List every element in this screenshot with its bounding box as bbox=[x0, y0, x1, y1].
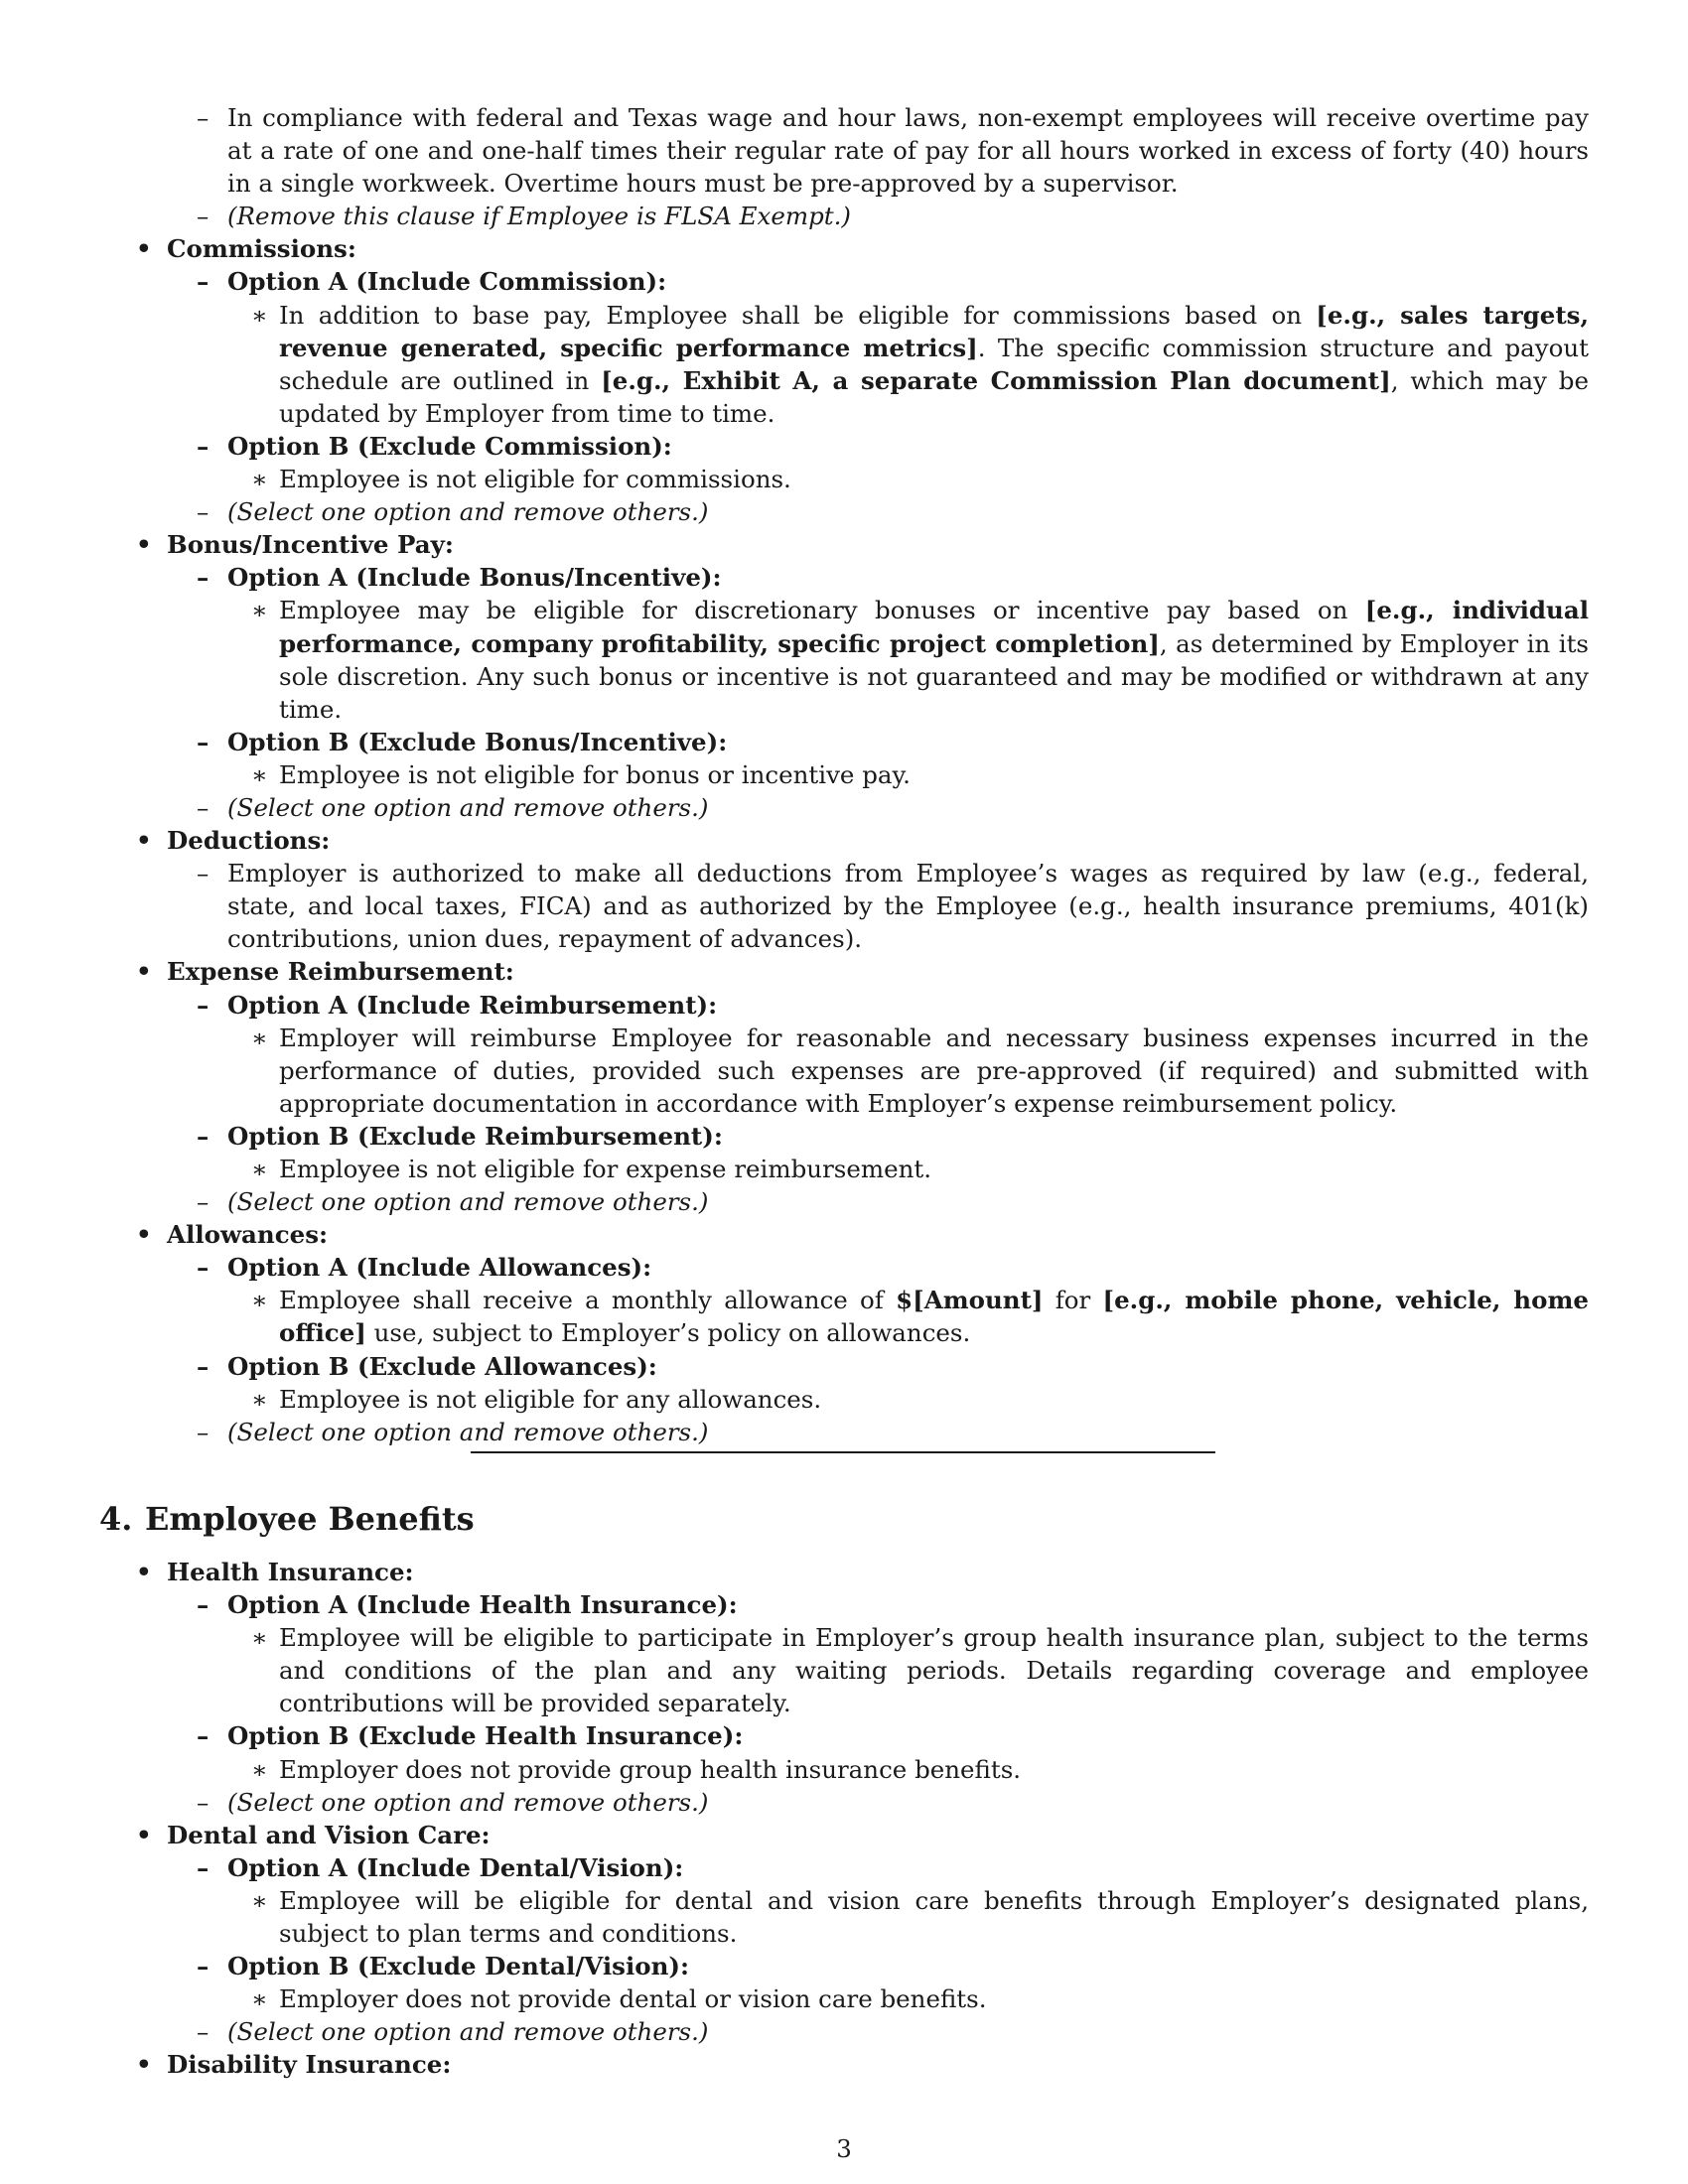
allowances-option-a bbox=[197, 1251, 1589, 1284]
dental-option-b-label: Option B (Exclude Dental/Vision): bbox=[227, 1952, 690, 1981]
bonus-option-a-body bbox=[251, 594, 1589, 725]
allowances-heading bbox=[136, 1218, 1589, 1251]
dash-marker: – bbox=[197, 1351, 210, 1381]
dash-marker: – bbox=[197, 1721, 210, 1751]
bullet-marker: • bbox=[136, 234, 152, 264]
dental-heading bbox=[136, 1819, 1589, 1851]
dash-marker: – bbox=[197, 2017, 210, 2047]
star-marker: ∗ bbox=[251, 1155, 268, 1183]
section-divider bbox=[471, 1451, 1215, 1453]
expense-heading bbox=[136, 955, 1589, 988]
allowances-a-placeholder-1: $[Amount] bbox=[896, 1286, 1044, 1315]
health-option-b bbox=[197, 1719, 1589, 1752]
allowances-note-text: (Select one option and remove others.) bbox=[227, 1417, 709, 1446]
bonus-option-b bbox=[197, 726, 1589, 758]
dash-marker: – bbox=[197, 267, 210, 297]
dash-marker: – bbox=[197, 202, 210, 231]
overtime-clause bbox=[197, 101, 1589, 200]
dash-marker: – bbox=[197, 792, 210, 822]
allowances-heading-text: Allowances: bbox=[167, 1220, 329, 1250]
overtime-text: In compliance with federal and Texas wage and hour laws, non-exempt employees will receive overtime pay at a rate of one and one-half times their regular rate of pay for all hours worked in excess of forty (40) hours in a single workweek. Overtime hours must be pre-approved by a supervisor. bbox=[227, 103, 1589, 199]
section-heading bbox=[99, 1499, 475, 1539]
dental-note bbox=[197, 2015, 1589, 2048]
dash-marker: – bbox=[197, 1952, 210, 1981]
star-marker: ∗ bbox=[251, 300, 268, 330]
expense-option-a bbox=[197, 989, 1589, 1022]
health-heading bbox=[136, 1556, 1589, 1588]
dental-option-b bbox=[197, 1950, 1589, 1982]
commissions-note bbox=[197, 495, 1589, 528]
dash-marker: – bbox=[197, 990, 210, 1020]
dental-note-text: (Select one option and remove others.) bbox=[227, 2017, 709, 2047]
commissions-option-a-body bbox=[251, 299, 1589, 430]
bonus-option-a bbox=[197, 561, 1589, 594]
health-note-text: (Select one option and remove others.) bbox=[227, 1787, 709, 1817]
star-marker: ∗ bbox=[251, 1023, 268, 1052]
bullet-marker: • bbox=[136, 1558, 152, 1586]
dash-marker: – bbox=[197, 859, 210, 888]
dash-marker: – bbox=[197, 431, 210, 461]
bullet-marker: • bbox=[136, 826, 152, 856]
dash-marker: – bbox=[197, 1417, 210, 1446]
dental-heading-text: Dental and Vision Care: bbox=[167, 1820, 491, 1849]
star-marker: ∗ bbox=[251, 1286, 268, 1315]
bullet-marker: • bbox=[136, 1820, 152, 1849]
health-heading-text: Health Insurance: bbox=[167, 1558, 414, 1586]
health-note bbox=[197, 1786, 1589, 1819]
expense-note-text: (Select one option and remove others.) bbox=[227, 1187, 709, 1217]
star-marker: ∗ bbox=[251, 1754, 268, 1784]
bonus-option-a-label: Option A (Include Bonus/Incentive): bbox=[227, 563, 722, 593]
deductions-text: Employer is authorized to make all deductions from Employee’s wages as required by law (e.g., federal, state, and local taxes, FICA) and as authorized by the Employee (e.g., health insurance premiums, 401(k) contributions, union dues, repayment of advances). bbox=[227, 859, 1589, 954]
dash-marker: – bbox=[197, 727, 210, 756]
disability-heading bbox=[136, 2048, 1589, 2081]
allowances-option-a-label: Option A (Include Allowances): bbox=[227, 1253, 652, 1283]
bullet-marker: • bbox=[136, 530, 152, 560]
expense-a-text: Employer will reimburse Employee for reasonable and necessary business expenses incurred in the performance of duties, provided such expenses are pre-approved (if required) and submitted with appropriate documentation in accordance with Employer’s expense reimbursement policy. bbox=[279, 1023, 1589, 1118]
dental-option-a-body bbox=[251, 1884, 1589, 1950]
commissions-a-text-1: In addition to base pay, Employee shall be eligible for commissions based on bbox=[279, 300, 1302, 330]
expense-option-a-body bbox=[251, 1022, 1589, 1120]
expense-heading-text: Expense Reimbursement: bbox=[167, 957, 514, 987]
star-marker: ∗ bbox=[251, 1384, 268, 1414]
dash-marker: – bbox=[197, 1253, 210, 1283]
benefits-section bbox=[0, 1556, 1688, 2082]
dash-marker: – bbox=[197, 1121, 210, 1151]
dental-b-text: Employer does not provide dental or vision care benefits. bbox=[279, 1984, 987, 2014]
commissions-option-b-label: Option B (Exclude Commission): bbox=[227, 431, 672, 461]
bonus-heading bbox=[136, 528, 1589, 561]
health-a-text: Employee will be eligible to participate in Employer’s group health insurance plan, subject to the terms and conditions of the plan and any waiting periods. Details regarding coverage and employee contributions will be provided separately. bbox=[279, 1623, 1589, 1718]
dash-marker: – bbox=[197, 103, 210, 132]
bonus-b-text: Employee is not eligible for bonus or incentive pay. bbox=[279, 759, 911, 789]
commissions-a-placeholder-1: [e.g., sales targets, revenue generated, specific performance metrics] bbox=[279, 300, 1589, 362]
health-b-text: Employer does not provide group health insurance benefits. bbox=[279, 1754, 1022, 1784]
bullet-marker: • bbox=[136, 1220, 152, 1250]
bullet-marker: • bbox=[136, 957, 152, 987]
dash-marker: – bbox=[197, 563, 210, 593]
commissions-heading bbox=[136, 232, 1589, 265]
health-option-a-body bbox=[251, 1621, 1589, 1719]
commissions-a-placeholder-2: [e.g., Exhibit A, a separate Commission Plan document] bbox=[601, 365, 1391, 395]
health-option-b-label: Option B (Exclude Health Insurance): bbox=[227, 1721, 744, 1751]
commissions-option-b-body bbox=[251, 463, 1589, 495]
bonus-note-text: (Select one option and remove others.) bbox=[227, 792, 709, 822]
bonus-a-placeholder-1: [e.g., individual performance, company profitability, specific project completion] bbox=[279, 596, 1589, 658]
star-marker: ∗ bbox=[251, 465, 268, 494]
expense-option-a-label: Option A (Include Reimbursement): bbox=[227, 990, 718, 1020]
dash-marker: – bbox=[197, 1787, 210, 1817]
disability-heading-text: Disability Insurance: bbox=[167, 2050, 452, 2080]
section-number: 4. bbox=[99, 1500, 133, 1538]
expense-b-text: Employee is not eligible for expense reimbursement. bbox=[279, 1155, 931, 1183]
overtime-note-text: (Remove this clause if Employee is FLSA Exempt.) bbox=[227, 202, 851, 231]
expense-note bbox=[197, 1185, 1589, 1218]
allowances-b-text: Employee is not eligible for any allowances. bbox=[279, 1384, 822, 1414]
dash-marker: – bbox=[197, 1187, 210, 1217]
health-option-b-body bbox=[251, 1753, 1589, 1786]
compensation-section bbox=[0, 101, 1688, 1448]
bonus-option-b-body bbox=[251, 758, 1589, 791]
star-marker: ∗ bbox=[251, 759, 268, 789]
health-option-a-label: Option A (Include Health Insurance): bbox=[227, 1590, 738, 1620]
expense-option-b-body bbox=[251, 1153, 1589, 1185]
overtime-note bbox=[197, 200, 1589, 232]
deductions-body bbox=[197, 857, 1589, 955]
commissions-note-text: (Select one option and remove others.) bbox=[227, 497, 709, 527]
bullet-marker: • bbox=[136, 2050, 152, 2080]
dash-marker: – bbox=[197, 1852, 210, 1882]
commissions-option-a-label: Option A (Include Commission): bbox=[227, 267, 667, 297]
allowances-option-a-body bbox=[251, 1284, 1589, 1349]
bonus-heading-text: Bonus/Incentive Pay: bbox=[167, 530, 454, 560]
star-marker: ∗ bbox=[251, 596, 268, 625]
deductions-heading bbox=[136, 824, 1589, 857]
bonus-note bbox=[197, 791, 1589, 824]
expense-option-b bbox=[197, 1120, 1589, 1153]
allowances-option-b-label: Option B (Exclude Allowances): bbox=[227, 1351, 657, 1381]
deductions-heading-text: Deductions: bbox=[167, 826, 331, 856]
star-marker: ∗ bbox=[251, 1623, 268, 1653]
bonus-option-b-label: Option B (Exclude Bonus/Incentive): bbox=[227, 727, 728, 756]
allowances-a-text-1: Employee shall receive a monthly allowance of bbox=[279, 1286, 884, 1315]
dental-a-text: Employee will be eligible for dental and vision care benefits through Employer’s designated plans, subject to plan terms and conditions. bbox=[279, 1885, 1589, 1949]
bonus-a-text-2: , as determined by Employer in its sole discretion. Any such bonus or incentive is not guaranteed and may be modified or withdrawn at any time. bbox=[279, 628, 1589, 724]
allowances-a-placeholder-2: [e.g., mobile phone, vehicle, home office] bbox=[279, 1286, 1589, 1348]
commissions-a-text-2: . The specific commission structure and payout schedule are outlined in bbox=[279, 333, 1589, 395]
health-option-a bbox=[197, 1588, 1589, 1621]
commissions-a-text-3: , which may be updated by Employer from time to time. bbox=[279, 365, 1589, 428]
allowances-option-b-body bbox=[251, 1383, 1589, 1416]
bonus-a-text-1: Employee may be eligible for discretionary bonuses or incentive pay based on bbox=[279, 596, 1348, 625]
dash-marker: – bbox=[197, 1590, 210, 1620]
dental-option-a bbox=[197, 1851, 1589, 1884]
allowances-option-b bbox=[197, 1350, 1589, 1383]
dental-option-a-label: Option A (Include Dental/Vision): bbox=[227, 1852, 684, 1882]
page-number: 3 bbox=[836, 2134, 852, 2163]
star-marker: ∗ bbox=[251, 1885, 268, 1915]
allowances-a-text-2: for bbox=[1055, 1286, 1091, 1315]
allowances-note bbox=[197, 1416, 1589, 1448]
dental-option-b-body bbox=[251, 1982, 1589, 2015]
dash-marker: – bbox=[197, 497, 210, 527]
expense-option-b-label: Option B (Exclude Reimbursement): bbox=[227, 1121, 723, 1151]
star-marker: ∗ bbox=[251, 1984, 268, 2014]
commissions-option-a bbox=[197, 265, 1589, 298]
commissions-option-b bbox=[197, 430, 1589, 463]
commissions-heading-text: Commissions: bbox=[167, 234, 356, 264]
allowances-a-text-3: use, subject to Employer’s policy on allowances. bbox=[373, 1318, 971, 1348]
section-title: Employee Benefits bbox=[145, 1500, 475, 1538]
commissions-b-text: Employee is not eligible for commissions. bbox=[279, 465, 791, 494]
